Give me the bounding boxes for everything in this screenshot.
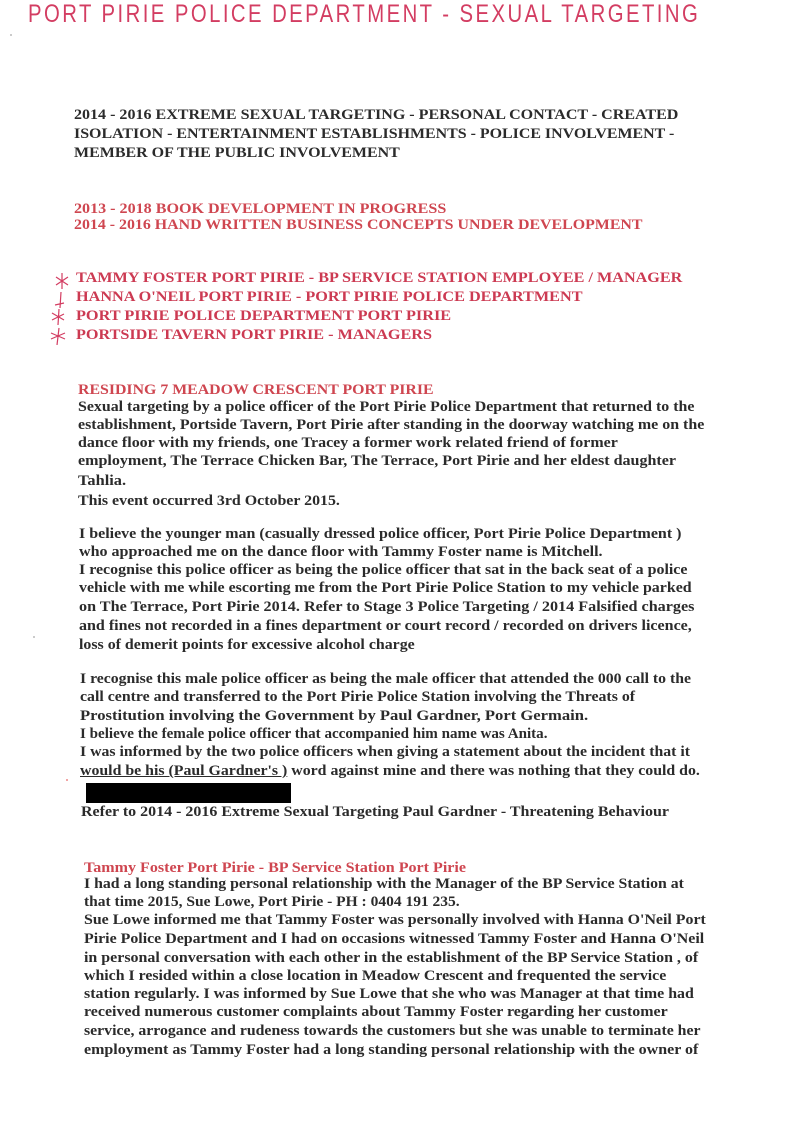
body-line: I had a long standing personal relationship with the Manager of the BP Service Station at — [84, 876, 684, 892]
redaction-bar — [86, 783, 291, 803]
asterisk-mark-icon — [50, 327, 66, 345]
body-line: which I resided within a close location in Meadow Crescent and frequented the service — [84, 968, 667, 984]
body-line: in personal conversation with each other in the establishment of the BP Service Station , of — [84, 950, 699, 966]
body-line: Sue Lowe informed me that Tammy Foster was personally involved with Hanna O'Neil Port — [84, 912, 706, 928]
heading-line: ISOLATION - ENTERTAINMENT ESTABLISHMENTS - POLICE INVOLVEMENT - — [74, 126, 675, 142]
underlined-phrase: would be his (Paul Gardner's ) — [80, 763, 288, 779]
scan-speck — [66, 779, 68, 781]
body-line: I recognise this male police officer as being the male officer that attended the 000 call to the — [80, 671, 691, 687]
body-line: I believe the younger man (casually dressed police officer, Port Pirie Police Department ) — [79, 526, 682, 542]
body-line: establishment, Portside Tavern, Port Pirie after standing in the doorway watching me on the — [78, 417, 705, 433]
body-line: station regularly. I was informed by Sue Lowe that she who was Manager at that time had — [84, 986, 694, 1002]
body-line: This event occurred 3rd October 2015. — [78, 493, 340, 509]
body-line: who approached me on the dance floor with Tammy Foster name is Mitchell. — [79, 544, 603, 560]
body-line: Tahlia. — [78, 473, 127, 489]
scan-speck — [33, 636, 35, 638]
body-line: received numerous customer complaints about Tammy Foster regarding her customer — [84, 1004, 668, 1020]
body-line: that time 2015, Sue Lowe, Port Pirie - PH : 0404 191 235. — [84, 894, 460, 910]
body-line: employment, The Terrace Chicken Bar, The Terrace, Port Pirie and her eldest daughter — [78, 453, 676, 469]
handwritten-title: PORT PIRIE POLICE DEPARTMENT - SEXUAL TARGETING — [28, 0, 701, 28]
body-line: dance floor with my friends, one Tracey a former work related friend of former — [78, 435, 618, 451]
body-line: employment as Tammy Foster had a long standing personal relationship with the owner of — [84, 1042, 699, 1058]
heading-line: 2014 - 2016 EXTREME SEXUAL TARGETING - PERSONAL CONTACT - CREATED — [74, 107, 679, 123]
body-line: I was informed by the two police officers when giving a statement about the incident that it — [80, 744, 690, 760]
asterisk-mark-icon — [50, 308, 66, 326]
section-heading: RESIDING 7 MEADOW CRESCENT PORT PIRIE — [78, 382, 434, 398]
asterisk-mark-icon — [52, 291, 68, 309]
involved-item: HANNA O'NEIL PORT PIRIE - PORT PIRIE POLICE DEPARTMENT — [76, 289, 583, 305]
line-remainder: word against mine and there was nothing that they could do. — [287, 763, 700, 779]
progress-line: 2014 - 2016 HAND WRITTEN BUSINESS CONCEPTS UNDER DEVELOPMENT — [74, 217, 643, 233]
body-line: Sexual targeting by a police officer of the Port Pirie Police Department that returned to the — [78, 399, 695, 415]
body-line: on The Terrace, Port Pirie 2014. Refer to Stage 3 Police Targeting / 2014 Falsified charges — [79, 599, 695, 615]
involved-item: TAMMY FOSTER PORT PIRIE - BP SERVICE STATION EMPLOYEE / MANAGER — [76, 270, 683, 286]
body-line: Pirie Police Department and I had on occasions witnessed Tammy Foster and Hanna O'Neil — [84, 931, 705, 947]
body-line: I believe the female police officer that accompanied him name was Anita. — [80, 726, 548, 742]
refer-line: Refer to 2014 - 2016 Extreme Sexual Targeting Paul Gardner - Threatening Behaviour — [81, 804, 669, 820]
involved-item: PORT PIRIE POLICE DEPARTMENT PORT PIRIE — [76, 308, 452, 324]
body-line: call centre and transferred to the Port Pirie Police Station involving the Threats of — [80, 689, 636, 705]
body-line: service, arrogance and rudeness towards the customers but she was unable to terminate her — [84, 1023, 701, 1039]
body-line: and fines not recorded in a fines department or court record / recorded on drivers licence, — [79, 618, 692, 634]
involved-item: PORTSIDE TAVERN PORT PIRIE - MANAGERS — [76, 327, 432, 343]
body-line: vehicle with me while escorting me from the Port Pirie Police Station to my vehicle parked — [79, 580, 692, 596]
heading-line: MEMBER OF THE PUBLIC INVOLVEMENT — [74, 145, 400, 161]
body-line: I recognise this police officer as being the police officer that sat in the back seat of a police — [79, 562, 688, 578]
asterisk-mark-icon — [54, 272, 70, 290]
progress-line: 2013 - 2018 BOOK DEVELOPMENT IN PROGRESS — [74, 201, 447, 217]
body-line: Prostitution involving the Government by Paul Gardner, Port Germain. — [80, 708, 589, 724]
scan-speck — [10, 34, 12, 36]
body-line: loss of demerit points for excessive alcohol charge — [79, 637, 415, 653]
section-heading: Tammy Foster Port Pirie - BP Service Station Port Pirie — [84, 860, 466, 876]
body-line — [80, 763, 700, 780]
